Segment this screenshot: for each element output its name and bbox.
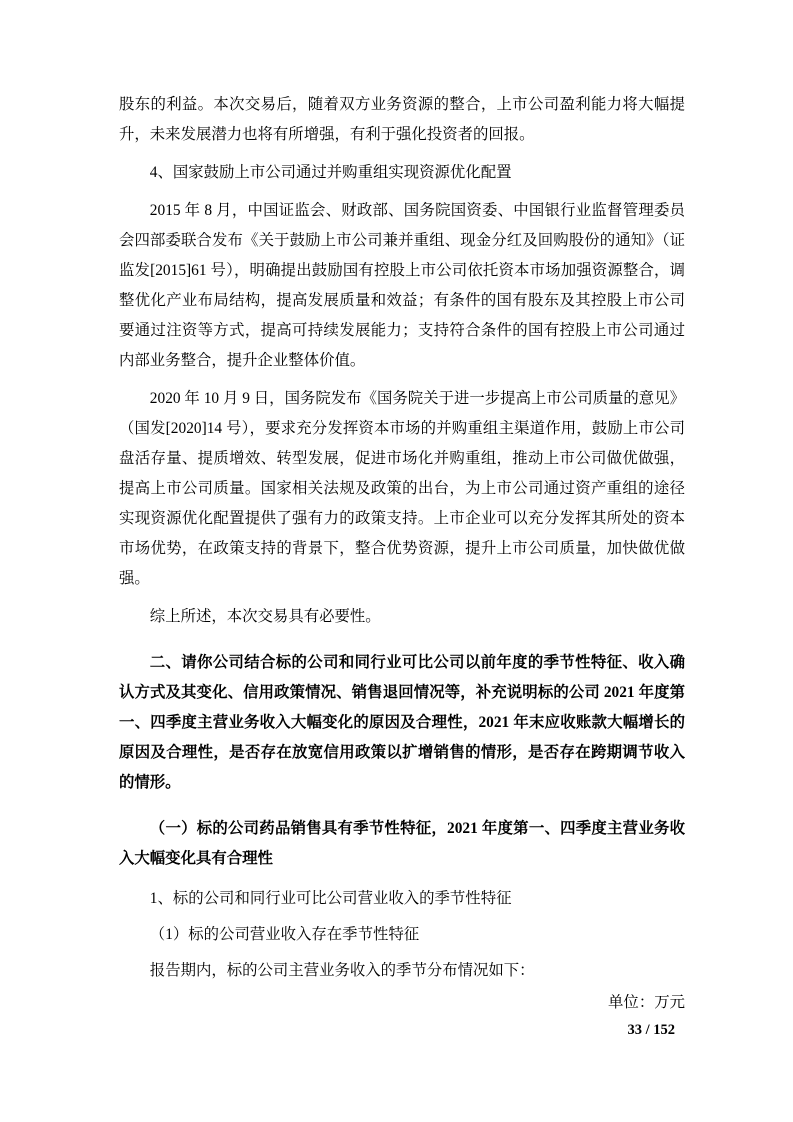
paragraph-2020-policy: 2020 年 10 月 9 日，国务院发布《国务院关于进一步提高上市公司质量的意见》（国发[2020]14 号），要求充分发挥资本市场的并购重组主渠道作用，鼓励上市公司盘活存量、提质增效、转型发展，促进市场化并购重组，推动上市公司做优做强，提高上市公司质量。国家相关法规及政策的出台，为上市公司通过资产重组的途径实现资源优化配置提供了强有力的政策支持。上市企业可以充分发挥其所处的资本市场优势，在政策支持的背景下，整合优势资源，提升上市公司质量，加快做优做强。 <box>119 390 685 587</box>
subsection-1-heading: 1、标的公司和同行业可比公司营业收入的季节性特征 <box>149 890 512 907</box>
section-1-heading: （一）标的公司药品销售具有季节性特征，2021 年度第一、四季度主营业务收入大幅变化具有合理性 <box>119 820 685 867</box>
paragraph-2015-policy: 2015 年 8 月，中国证监会、财政部、国务院国资委、中国银行业监督管理委员会四部委联合发布《关于鼓励上市公司兼并重组、现金分红及回购股份的通知》（证监发[2015]61 号），明确提出鼓励国有控股上市公司依托资本市场加强资源整合，调整优化产业布局结构，提高发展质量和效益；有条件的国有股东及其控股上市公司要通过注资等方式，提高可持续发展能力；支持符合条件的国有控股上市公司通过内部业务整合，提升企业整体价值。 <box>119 202 685 369</box>
subsection-1-1-heading: （1）标的公司营业收入存在季节性特征 <box>149 926 420 943</box>
unit-label: 单位：万元 <box>608 994 685 1011</box>
document-content <box>119 90 685 1018</box>
heading-item-4: 4、国家鼓励上市公司通过并购重组实现资源优化配置 <box>149 164 512 181</box>
paragraph-conclusion: 综上所述，本次交易具有必要性。 <box>149 608 381 625</box>
page-number: 33 / 152 <box>627 1022 675 1038</box>
question-2-heading: 二、请你公司结合标的公司和同行业可比公司以前年度的季节性特征、收入确认方式及其变化、信用政策情况、销售退回情况等，补充说明标的公司 2021 年度第一、四季度主营业务收入大幅变化的原因及合理性，2021 年末应收账款大幅增长的原因及合理性，是否存在放宽信用政策以扩增销售的情形，是否存在跨期调节收入的情形。 <box>119 654 685 791</box>
paragraph-table-intro: 报告期内，标的公司主营业务收入的季节分布情况如下： <box>149 962 535 979</box>
paragraph-continuation: 股东的利益。本次交易后，随着双方业务资源的整合，上市公司盈利能力将大幅提升，未来发展潜力也将有所增强，有利于强化投资者的回报。 <box>119 96 685 143</box>
